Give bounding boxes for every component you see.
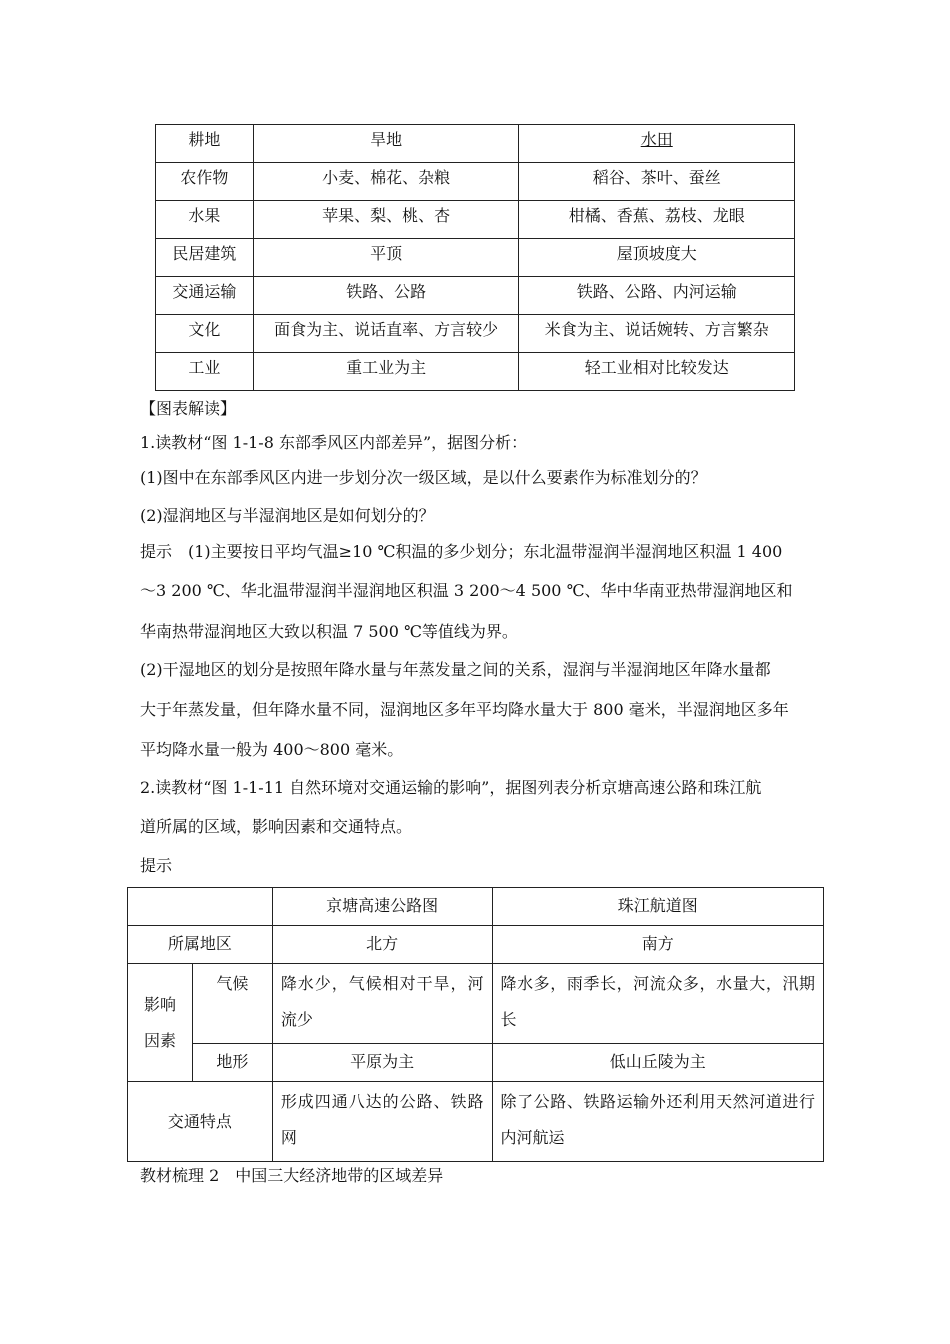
table-cell: 水果 xyxy=(156,201,254,239)
table-cell: 水田 xyxy=(519,125,795,163)
table-cell: 交通运输 xyxy=(156,277,254,315)
table-row xyxy=(156,353,795,391)
table-cell: 柑橘、香蕉、荔枝、龙眼 xyxy=(519,201,795,239)
table-cell: 铁路、公路、内河运输 xyxy=(519,277,795,315)
table-cell: 所属地区 xyxy=(128,926,273,964)
table-cell: 北方 xyxy=(272,926,492,964)
table-cell: 轻工业相对比较发达 xyxy=(519,353,795,391)
question-2-line-2: 道所属的区域，影响因素和交通特点。 xyxy=(140,817,413,836)
table-row xyxy=(156,125,795,163)
table-cell: 农作物 xyxy=(156,163,254,201)
table-cell: 小麦、棉花、杂粮 xyxy=(253,163,519,201)
table-cell xyxy=(128,964,193,1082)
table-cell: 南方 xyxy=(492,926,824,964)
table-cell: 铁路、公路 xyxy=(253,277,519,315)
table-row xyxy=(128,964,824,1044)
question-1-title: 1.读教材“图 1-1-8 东部季风区内部差异”，据图分析： xyxy=(140,433,528,452)
section-footer: 教材梳理 2 中国三大经济地带的区域差异 xyxy=(140,1166,444,1185)
hint-2-label: 提示 xyxy=(140,856,173,875)
table-row xyxy=(156,201,795,239)
table-cell: 降水少，气候相对干旱，河流少 xyxy=(272,964,492,1044)
hint-1-line-5: 大于年蒸发量，但年降水量不同，湿润地区多年平均降水量大于 800 毫米，半湿润地区多年 xyxy=(140,700,789,719)
hint-1-line-2: ～3 200 ℃、华北温带湿润半湿润地区积温 3 200～4 500 ℃、华中华南亚热带湿润地区和 xyxy=(140,581,793,600)
table-cell: 京塘高速公路图 xyxy=(272,888,492,926)
agriculture-comparison-table xyxy=(155,124,795,391)
table-cell: 旱地 xyxy=(253,125,519,163)
table-cell: 重工业为主 xyxy=(253,353,519,391)
table-cell: 低山丘陵为主 xyxy=(492,1044,824,1082)
transport-comparison-table xyxy=(127,887,824,1162)
table-cell: 米食为主、说话婉转、方言繁杂 xyxy=(519,315,795,353)
table-cell: 交通特点 xyxy=(128,1082,273,1162)
table-cell: 面食为主、说话直率、方言较少 xyxy=(253,315,519,353)
factor-label: 影响因素 xyxy=(143,994,176,1050)
table-cell: 民居建筑 xyxy=(156,239,254,277)
table-cell: 珠江航道图 xyxy=(492,888,824,926)
table-row xyxy=(128,1082,824,1162)
table-cell: 除了公路、铁路运输外还利用天然河道进行内河航运 xyxy=(492,1082,824,1162)
question-1-part-b: (2)湿润地区与半湿润地区是如何划分的？ xyxy=(140,506,435,525)
table-cell: 屋顶坡度大 xyxy=(519,239,795,277)
table-cell: 气候 xyxy=(192,964,272,1044)
hint-1-line-3: 华南热带湿润地区大致以积温 7 500 ℃等值线为界。 xyxy=(140,622,518,641)
table-row xyxy=(128,926,824,964)
table-row xyxy=(156,239,795,277)
table-cell: 工业 xyxy=(156,353,254,391)
table-cell: 地形 xyxy=(192,1044,272,1082)
hint-1-line-1: 提示 (1)主要按日平均气温≥10 ℃积温的多少划分；东北温带湿润半湿润地区积温 1 400 xyxy=(140,542,783,561)
table-cell xyxy=(128,888,273,926)
table-cell: 平顶 xyxy=(253,239,519,277)
section-heading: 【图表解读】 xyxy=(140,399,237,418)
table-row xyxy=(156,315,795,353)
table-row xyxy=(156,277,795,315)
question-2-line-1: 2.读教材“图 1-1-11 自然环境对交通运输的影响”，据图列表分析京塘高速公路和珠江航 xyxy=(140,778,762,797)
table-cell: 耕地 xyxy=(156,125,254,163)
question-1-part-a: (1)图中在东部季风区内进一步划分次一级区域，是以什么要素作为标准划分的？ xyxy=(140,468,707,487)
table-cell: 稻谷、茶叶、蚕丝 xyxy=(519,163,795,201)
hint-1-line-4: (2)干湿地区的划分是按照年降水量与年蒸发量之间的关系，湿润与半湿润地区年降水量都 xyxy=(140,660,771,679)
table-cell: 平原为主 xyxy=(272,1044,492,1082)
table-cell: 降水多，雨季长，河流众多，水量大，汛期长 xyxy=(492,964,824,1044)
table-cell: 苹果、梨、桃、杏 xyxy=(253,201,519,239)
table-cell: 形成四通八达的公路、铁路网 xyxy=(272,1082,492,1162)
table-row xyxy=(156,163,795,201)
table-cell: 文化 xyxy=(156,315,254,353)
table-row xyxy=(128,1044,824,1082)
hint-1-line-6: 平均降水量一般为 400～800 毫米。 xyxy=(140,740,404,759)
table-row xyxy=(128,888,824,926)
